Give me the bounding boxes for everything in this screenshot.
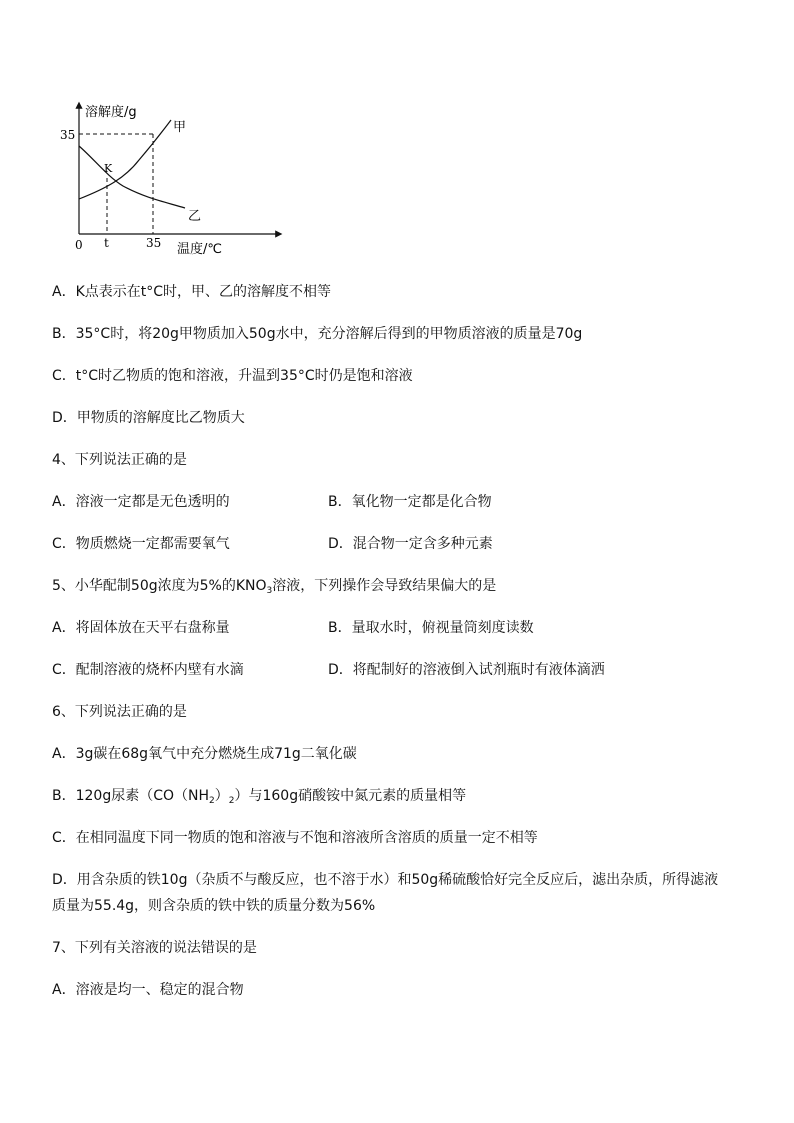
point-k-label: K [104, 162, 113, 175]
q4-option-b: B．氧化物一定都是化合物 [328, 494, 492, 510]
q7-stem: 7、下列有关溶液的说法错误的是 [52, 940, 257, 956]
q6-stem: 6、下列说法正确的是 [52, 704, 187, 720]
x-axis-label: 温度/℃ [177, 242, 222, 257]
q5-stem-subscript: 3 [266, 586, 273, 596]
x-tick-35: 35 [146, 236, 162, 250]
y-axis-label: 溶解度/g [85, 105, 137, 120]
curve-yi-label: 乙 [188, 209, 202, 224]
q6-b-pre: B．120g尿素（CO（NH [52, 788, 210, 804]
q3-option-b: B．35°C时，将20g甲物质加入50g水中，充分溶解后得到的甲物质溶液的质量是70g [52, 326, 583, 342]
q5-option-b: B．量取水时，俯视量筒刻度读数 [328, 620, 534, 636]
q3-option-c: C．t°C时乙物质的饱和溶液，升温到35°C时仍是饱和溶液 [52, 368, 413, 384]
q6-option-a: A．3g碳在68g氧气中充分燃烧生成71g二氧化碳 [52, 746, 357, 762]
q6-b-post: ）与160g硝酸铵中氮元素的质量相等 [234, 788, 467, 804]
curve-jia-label: 甲 [173, 120, 187, 135]
q5-stem-pre: 5、小华配制50g浓度为5%的KNO [52, 578, 267, 594]
q5-option-c: C．配制溶液的烧杯内壁有水滴 [52, 662, 244, 678]
q6-b-subscript-1: 2 [209, 796, 215, 806]
origin-label: 0 [75, 238, 83, 252]
solubility-graph [55, 98, 295, 263]
q3-option-d: D．甲物质的溶解度比乙物质大 [52, 410, 245, 426]
q4-option-a: A．溶液一定都是无色透明的 [52, 494, 230, 510]
q6-b-mid: ） [214, 788, 229, 804]
y-tick-35: 35 [60, 128, 76, 142]
q6-option-d-line1: D．用含杂质的铁10g（杂质不与酸反应，也不溶于水）和50g稀硫酸恰好完全反应后，滤出杂质，所得滤液 [52, 872, 719, 888]
q6-option-d-line2: 质量为55.4g，则含杂质的铁中铁的质量分数为56% [52, 898, 376, 914]
q3-option-a: A．K点表示在t°C时，甲、乙的溶解度不相等 [52, 284, 332, 300]
q5-option-d: D．将配制好的溶液倒入试剂瓶时有液体滴洒 [328, 662, 605, 678]
q4-option-d: D．混合物一定含多种元素 [328, 536, 493, 552]
q4-option-c: C．物质燃烧一定都需要氧气 [52, 536, 230, 552]
q7-option-a: A．溶液是均一、稳定的混合物 [52, 982, 244, 998]
q5-stem-post: 溶液，下列操作会导致结果偏大的是 [272, 578, 497, 594]
q5-stem [52, 576, 496, 601]
q6-option-c: C．在相同温度下同一物质的饱和溶液与不饱和溶液所含溶质的质量一定不相等 [52, 830, 538, 846]
curve-yi [79, 146, 185, 208]
q6-option-b [52, 786, 466, 811]
x-tick-t: t [104, 236, 109, 250]
q4-stem: 4、下列说法正确的是 [52, 452, 187, 468]
q5-option-a: A．将固体放在天平右盘称量 [52, 620, 230, 636]
q6-b-subscript-2: 2 [228, 796, 235, 806]
